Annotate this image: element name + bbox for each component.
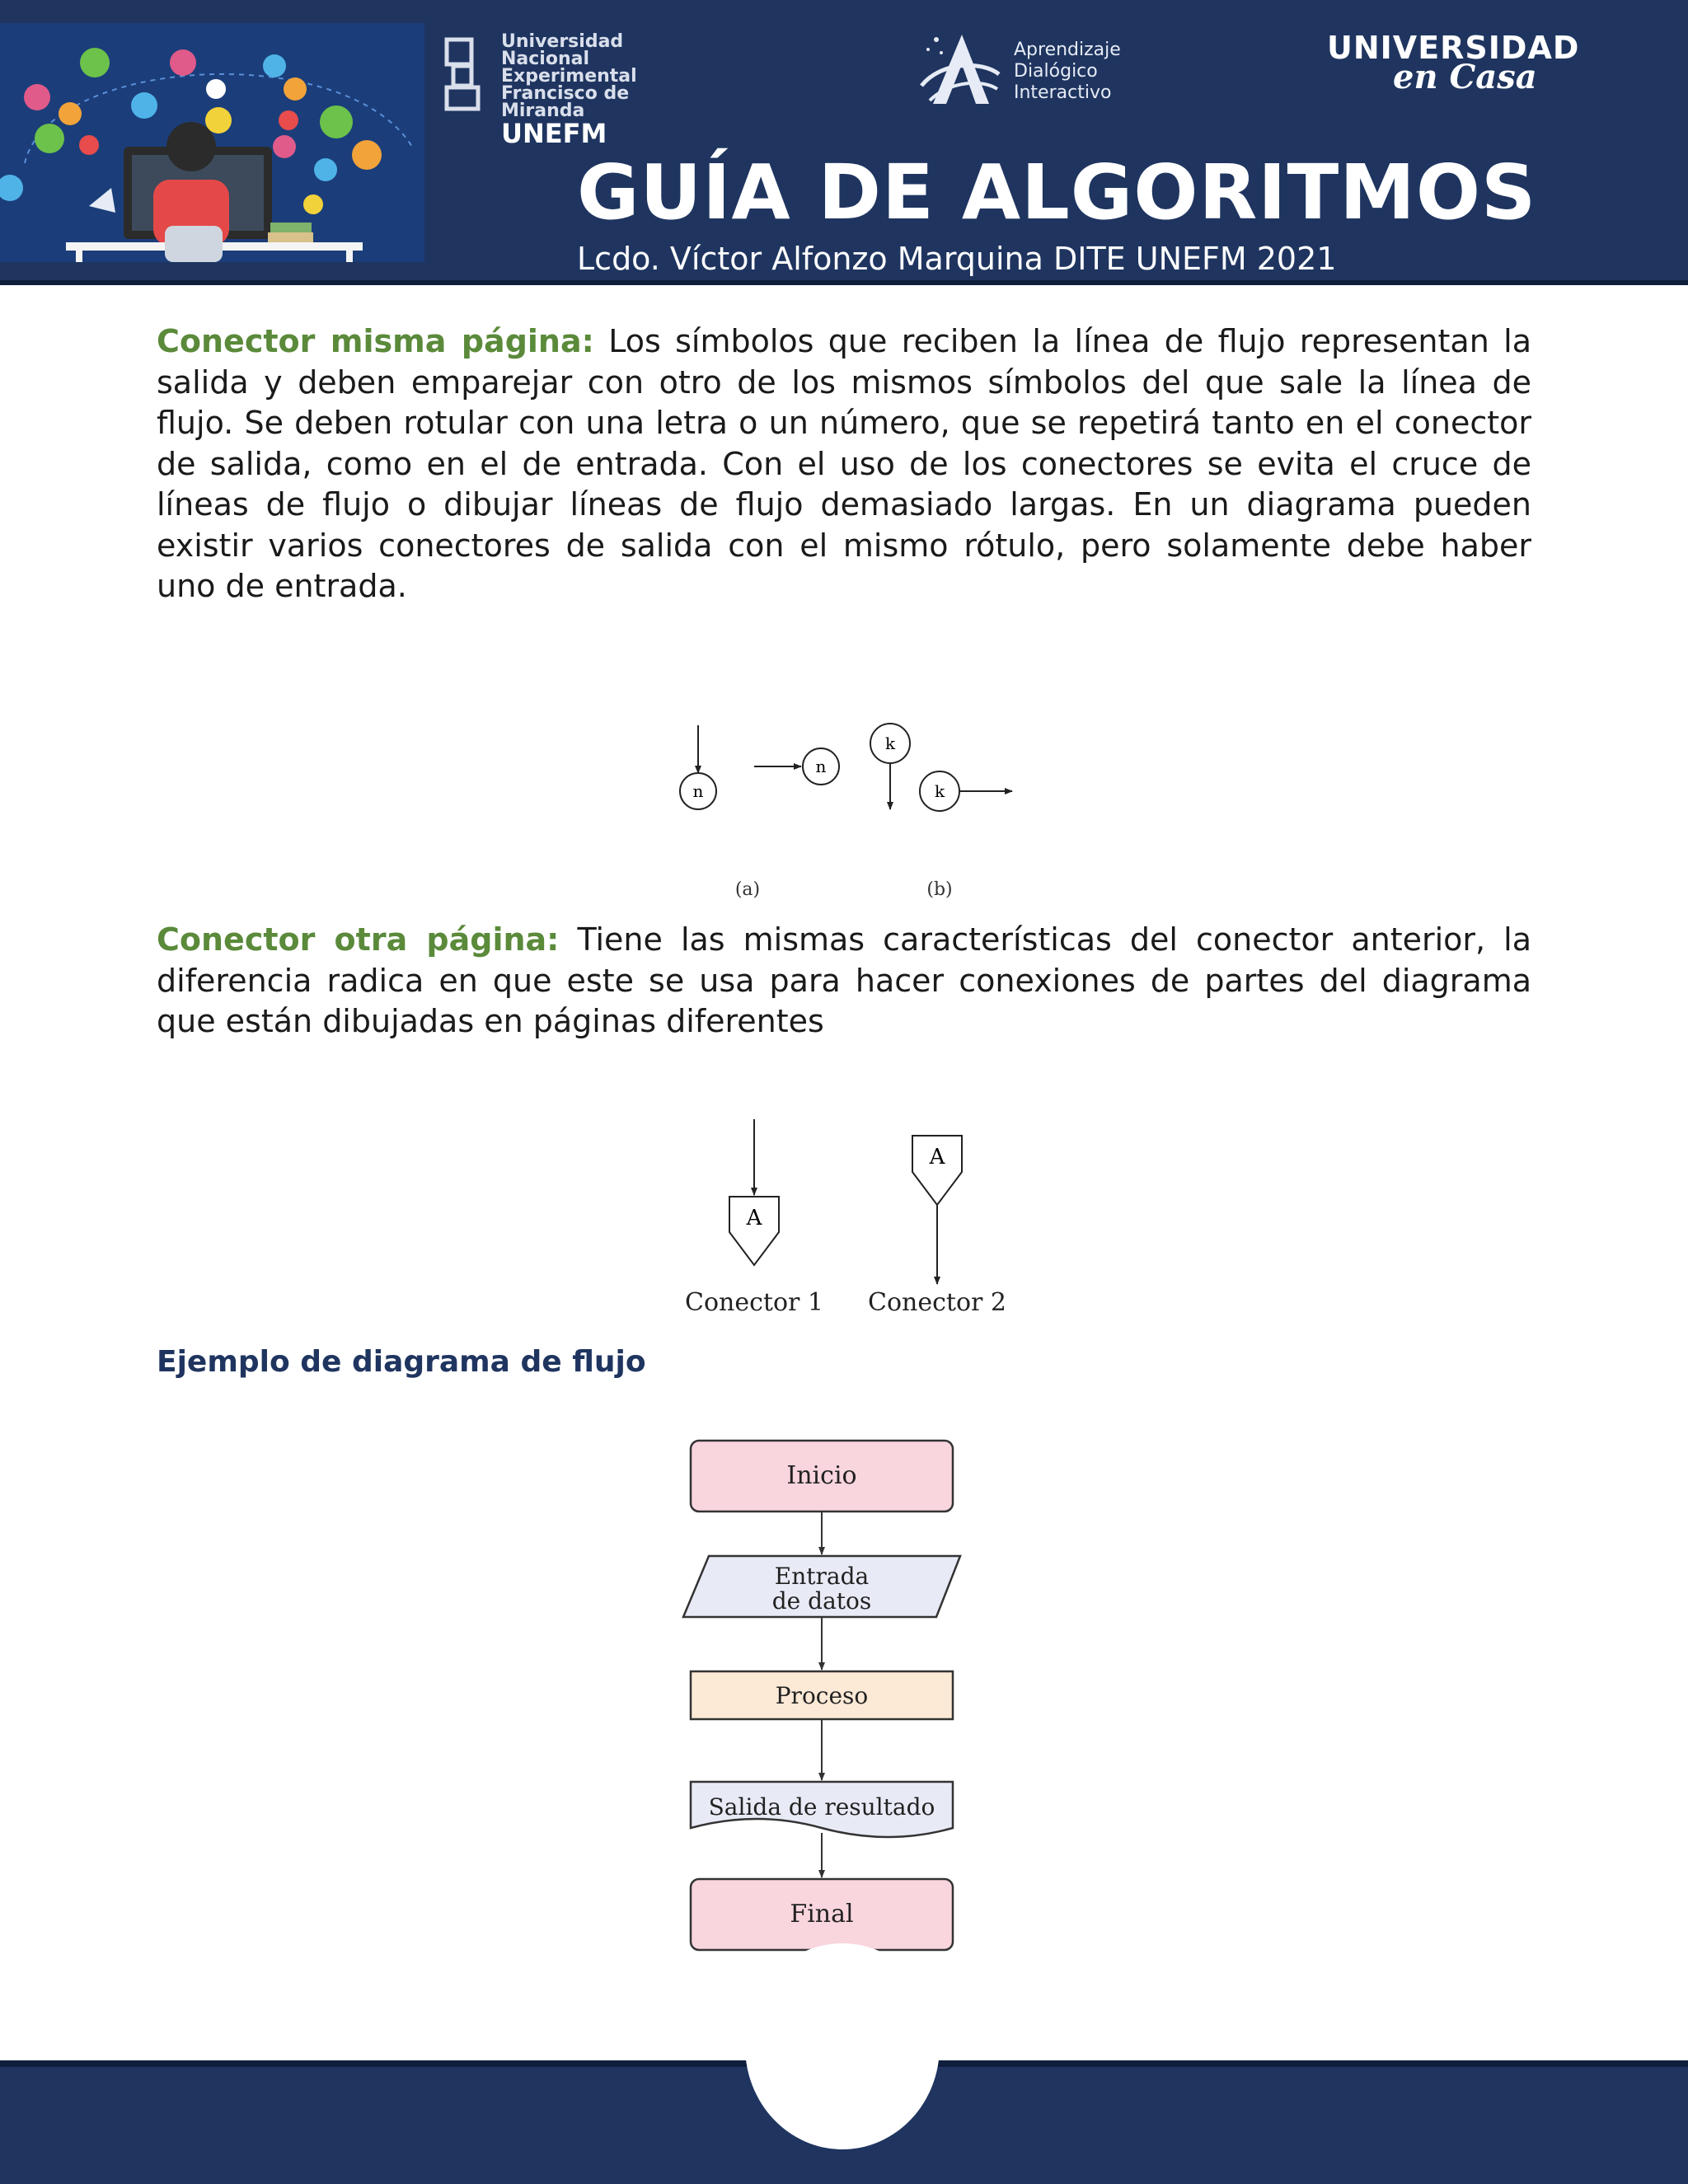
adi-logo-line: Interactivo [1014,82,1112,103]
input-label-line2: de datos [771,1587,872,1615]
unefm-logo-icon [443,36,481,112]
example-heading: Ejemplo de diagrama de flujo [157,1345,646,1379]
input-label-line1: Entrada [774,1563,870,1590]
connector-label: k [884,733,896,753]
unefm-logo-line: Universidad Nacional [501,31,624,69]
paragraph-text: Tiene las mismas características del conector anterior, la diferencia radica en que este se usa para hacer conexiones de partes del diagrama que están dibujadas en páginas diferentes [157,921,1532,1039]
header-stripe [0,280,1688,285]
page-subtitle: Lcdo. Víctor Alfonzo Marquina DITE UNEFM 2021 [577,241,1337,277]
universidad-en-casa-logo [1327,30,1580,104]
connector-label: k [934,781,945,801]
connector-label: n [815,757,827,776]
same-page-connector-figure [659,709,1039,907]
off-page-connector-label: A [746,1206,762,1230]
off-page-connector-label: A [929,1145,945,1169]
aprendizaje-dialogico-logo [917,28,1131,119]
paragraph-same-page-connector [157,321,1531,607]
other-page-connector-figure [676,1113,1022,1327]
output-label: Salida de resultado [708,1793,935,1821]
caption-conector-2: Conector 2 [868,1288,1006,1317]
uec-logo-line2: en Casa [1393,58,1537,96]
adi-logo-line: Dialógico [1014,61,1098,82]
unefm-acronym: UNEFM [501,118,607,149]
unefm-logo [443,31,707,149]
connector-label: n [692,781,704,801]
paragraph-text: Los símbolos que reciben la línea de flujo representan la salida y deben emparejar con otro de los mismos símbolos del que sale la línea de flujo. Se deben rotular con una letra o un número, que se repetirá tanto en el conector de salida, como en el de entrada. Con el uso de los conectores se evita el cruce de líneas de flujo o dibujar líneas de flujo demasiado largas. En un diagrama pueden existir varios conectores de salida con el mismo rótulo, pero solamente debe haber uno de entrada. [157,323,1531,604]
unefm-logo-line: Experimental [501,66,637,87]
caption-b: (b) [926,879,953,900]
start-label: Inicio [786,1461,857,1490]
process-label: Proceso [775,1682,869,1709]
caption-a: (a) [734,879,761,900]
end-label: Final [790,1900,854,1929]
page-title: GUÍA DE ALGORITMOS [577,148,1537,237]
caption-conector-1: Conector 1 [685,1288,823,1317]
unefm-logo-line: Francisco de Miranda [501,83,630,121]
uec-logo-line1: UNIVERSIDAD [1327,30,1580,66]
footer-page-badge [745,1943,940,2149]
programming-illustration [0,23,424,262]
adi-logo-line: Aprendizaje [1014,40,1121,60]
flowchart-example [676,1426,973,1970]
term-other-page-connector: Conector otra página: [157,921,560,958]
paragraph-other-page-connector [157,920,1531,1043]
page-header [0,0,1688,280]
adi-logo-icon [917,28,1002,115]
term-same-page-connector: Conector misma página: [157,323,594,359]
